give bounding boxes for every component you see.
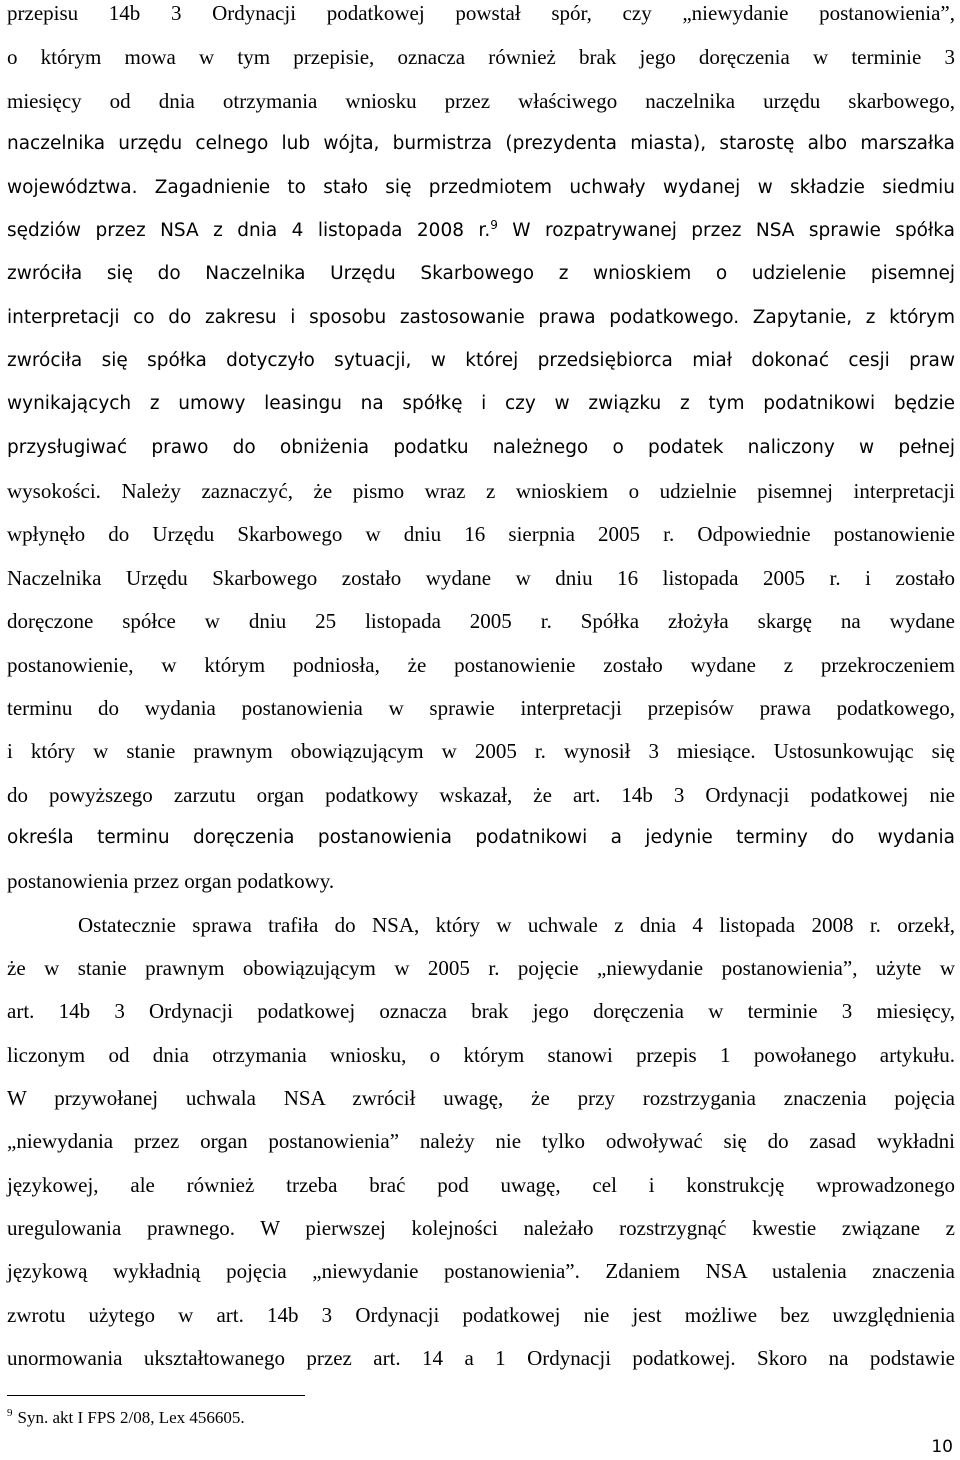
body-line: naczelnika urzędu celnego lub wójta, burmistrza (prezydenta miasta), starostę albo marszałka bbox=[7, 133, 955, 154]
footnote-reference: 9 bbox=[490, 217, 498, 232]
body-line: wynikających z umowy leasingu na spółkę i czy w związku z tym podatnikowi będzie bbox=[7, 393, 955, 414]
footnote bbox=[7, 1408, 245, 1428]
body-line-text: sędziów przez NSA z dnia 4 listopada 2008 r. bbox=[7, 220, 491, 241]
body-line: do powyższego zarzutu organ podatkowy wskazał, że art. 14b 3 Ordynacji podatkowej nie bbox=[7, 783, 955, 807]
body-line: W przywołanej uchwala NSA zwrócił uwagę, że przy rozstrzygania znaczenia pojęcia bbox=[7, 1086, 955, 1110]
body-line: o którym mowa w tym przepisie, oznacza również brak jego doręczenia w terminie 3 bbox=[7, 45, 955, 69]
body-line: językową wykładnią pojęcia „niewydanie postanowienia”. Zdaniem NSA ustalenia znaczenia bbox=[7, 1259, 955, 1283]
page-number: 10 bbox=[931, 1437, 953, 1457]
body-line: województwa. Zagadnienie to stało się przedmiotem uchwały wydanej w składzie siedmiu bbox=[7, 177, 955, 198]
body-line: przysługiwać prawo do obniżenia podatku należnego o podatek naliczony w pełnej bbox=[7, 437, 955, 458]
body-line: Naczelnika Urzędu Skarbowego zostało wydane w dniu 16 listopada 2005 r. i zostało bbox=[7, 566, 955, 590]
body-line: Ostatecznie sprawa trafiła do NSA, który w uchwale z dnia 4 listopada 2008 r. orzekł, bbox=[78, 913, 955, 937]
body-line-continuation: W rozpatrywanej przez NSA sprawie spółka bbox=[512, 220, 955, 241]
body-line: zwrotu użytego w art. 14b 3 Ordynacji podatkowej nie jest możliwe bez uwzględnienia bbox=[7, 1303, 955, 1327]
body-line: zwróciła się spółka dotyczyło sytuacji, w której przedsiębiorca miał dokonać cesji praw bbox=[7, 350, 955, 371]
body-line: językowej, ale również trzeba brać pod uwagę, cel i konstrukcję wprowadzonego bbox=[7, 1173, 955, 1197]
body-line: interpretacji co do zakresu i sposobu zastosowanie prawa podatkowego. Zapytanie, z którym bbox=[7, 307, 955, 328]
body-line: wpłynęło do Urzędu Skarbowego w dniu 16 sierpnia 2005 r. Odpowiednie postanowienie bbox=[7, 522, 955, 546]
body-line: że w stanie prawnym obowiązującym w 2005 r. pojęcie „niewydanie postanowienia”, użyte w bbox=[7, 956, 955, 980]
footnote-mark: 9 bbox=[7, 1407, 13, 1420]
body-line: postanowienia przez organ podatkowy. bbox=[7, 869, 335, 893]
body-line: uregulowania prawnego. W pierwszej kolejności należało rozstrzygnąć kwestie związane z bbox=[7, 1216, 955, 1240]
body-line: art. 14b 3 Ordynacji podatkowej oznacza brak jego doręczenia w terminie 3 miesięcy, bbox=[7, 999, 955, 1023]
body-line: unormowania ukształtowanego przez art. 14 a 1 Ordynacji podatkowej. Skoro na podstawie bbox=[7, 1346, 955, 1370]
body-line: doręczone spółce w dniu 25 listopada 2005 r. Spółka złożyła skargę na wydane bbox=[7, 609, 955, 633]
footnote-separator bbox=[7, 1395, 305, 1396]
footnote-text: Syn. akt I FPS 2/08, Lex 456605. bbox=[17, 1408, 245, 1427]
body-line: terminu do wydania postanowienia w sprawie interpretacji przepisów prawa podatkowego, bbox=[7, 696, 955, 720]
body-line-with-footnote bbox=[7, 219, 955, 243]
body-line: „niewydania przez organ postanowienia” należy nie tylko odwoływać się do zasad wykładni bbox=[7, 1129, 955, 1153]
body-line: zwróciła się do Naczelnika Urzędu Skarbowego z wnioskiem o udzielenie pisemnej bbox=[7, 263, 955, 284]
body-line: i który w stanie prawnym obowiązującym w 2005 r. wynosił 3 miesiące. Ustosunkowując się bbox=[7, 739, 955, 763]
body-line: miesięcy od dnia otrzymania wniosku przez właściwego naczelnika urzędu skarbowego, bbox=[7, 89, 955, 113]
body-line: liczonym od dnia otrzymania wniosku, o którym stanowi przepis 1 powołanego artykułu. bbox=[7, 1043, 955, 1067]
body-line: postanowienie, w którym podniosła, że postanowienie zostało wydane z przekroczeniem bbox=[7, 653, 955, 677]
body-line: wysokości. Należy zaznaczyć, że pismo wraz z wnioskiem o udzielnie pisemnej interpretacji bbox=[7, 479, 955, 503]
body-line: określa terminu doręczenia postanowienia podatnikowi a jedynie terminy do wydania bbox=[7, 827, 955, 848]
body-line: przepisu 14b 3 Ordynacji podatkowej powstał spór, czy „niewydanie postanowienia”, bbox=[7, 1, 955, 25]
